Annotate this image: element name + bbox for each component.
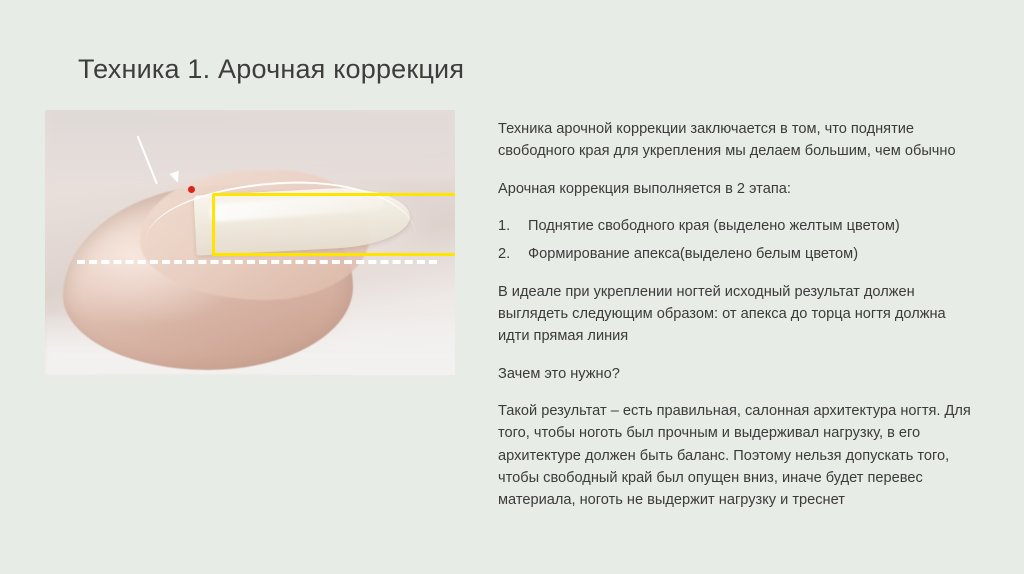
paragraph-stages: Арочная коррекция выполняется в 2 этапа:	[498, 180, 791, 197]
steps-list	[498, 215, 978, 266]
list-item-marker: 1.	[498, 217, 511, 234]
dashed-reference-line	[77, 260, 437, 264]
paragraph-question: Зачем это нужно?	[498, 365, 620, 382]
paragraph-intro: Техника арочной коррекции заключается в том, что поднятие свободного края для укрепления мы делаем большим, чем обычно	[498, 121, 956, 160]
page-title: Техника 1. Арочная коррекция	[78, 54, 465, 85]
red-dot-marker	[188, 186, 195, 193]
paragraph-explanation: Такой результат – есть правильная, салонная архитектура ногтя. Для того, чтобы ноготь был прочным и выдерживал нагрузку, в его архитектуре должен быть баланс. Поэтому нельзя допускать того, чтобы свободный край был опущен вниз, иначе будет перевес материала, ноготь не выдержит нагрузку и треснет	[498, 402, 971, 509]
free-edge-yellow-box-annotation	[212, 193, 455, 256]
list-item-marker: 2.	[498, 246, 511, 263]
list-item	[498, 243, 978, 265]
list-item-label: Поднятие свободного края (выделено желтым цветом)	[528, 217, 900, 234]
paragraph-ideal-result: В идеале при укреплении ногтей исходный результат должен выглядеть следующим образом: от апекса до торца ногтя должна идти прямая линия	[498, 283, 946, 345]
technique-photo	[45, 110, 455, 375]
list-item-label: Формирование апекса(выделено белым цветом)	[528, 246, 859, 263]
body-text-column	[498, 118, 978, 527]
list-item	[498, 215, 978, 237]
photo-image	[45, 110, 455, 375]
